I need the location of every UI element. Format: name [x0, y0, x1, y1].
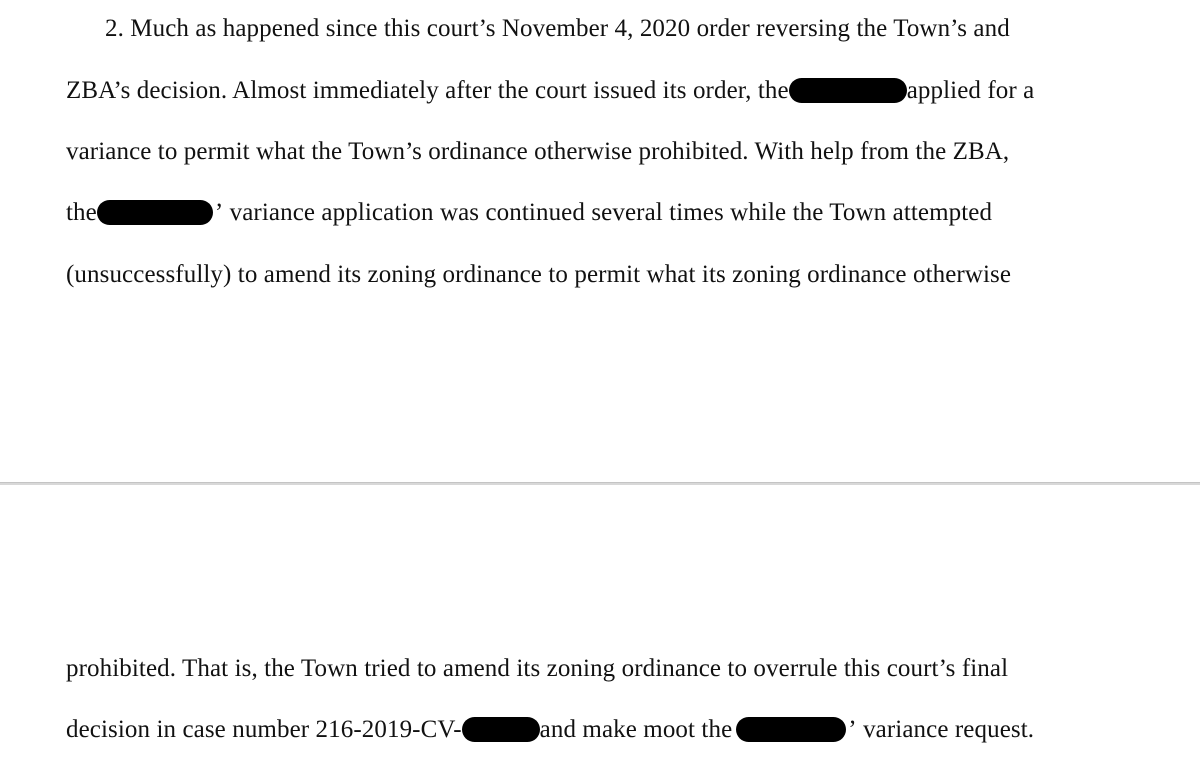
- redaction-block: [97, 200, 213, 225]
- text-segment: the: [66, 199, 97, 226]
- paragraph-line-6: [66, 654, 1008, 684]
- paragraph-line-2: [66, 76, 1034, 106]
- redaction-block: [462, 717, 540, 742]
- text-segment: decision in case number 216-2019-CV-: [66, 716, 462, 743]
- text-segment: variance request.: [856, 716, 1035, 743]
- text-segment: variance to permit what the Town’s ordinance otherwise prohibited. With help from the ZBA,: [66, 138, 1010, 165]
- text-segment: prohibited. That is, the Town tried to amend its zoning ordinance to overrule this court’s final: [66, 655, 1009, 682]
- redaction-block: [736, 717, 846, 742]
- text-segment: ’: [848, 716, 857, 743]
- text-segment: applied for a: [906, 77, 1035, 104]
- paragraph-line-5: [66, 260, 1011, 290]
- paragraph-line-1: [105, 14, 1010, 44]
- document-page-bottom: [0, 485, 1200, 761]
- text-segment: and make moot the: [539, 716, 733, 743]
- text-segment: 2. Much as happened since this court’s November 4, 2020 order reversing the Town’s and: [105, 15, 1010, 42]
- redaction-block: [789, 78, 907, 103]
- paragraph-line-3: [66, 137, 1009, 167]
- text-segment: variance application was continued several times while the Town attempted: [223, 199, 993, 226]
- paragraph-line-7: [66, 715, 1034, 745]
- text-segment: ’: [214, 199, 224, 226]
- paragraph-line-4: [66, 198, 992, 228]
- text-segment: ZBA’s decision. Almost immediately after the court issued its order, the: [66, 77, 789, 104]
- text-segment: (unsuccessfully) to amend its zoning ordinance to permit what its zoning ordinance otherwise: [66, 261, 1012, 288]
